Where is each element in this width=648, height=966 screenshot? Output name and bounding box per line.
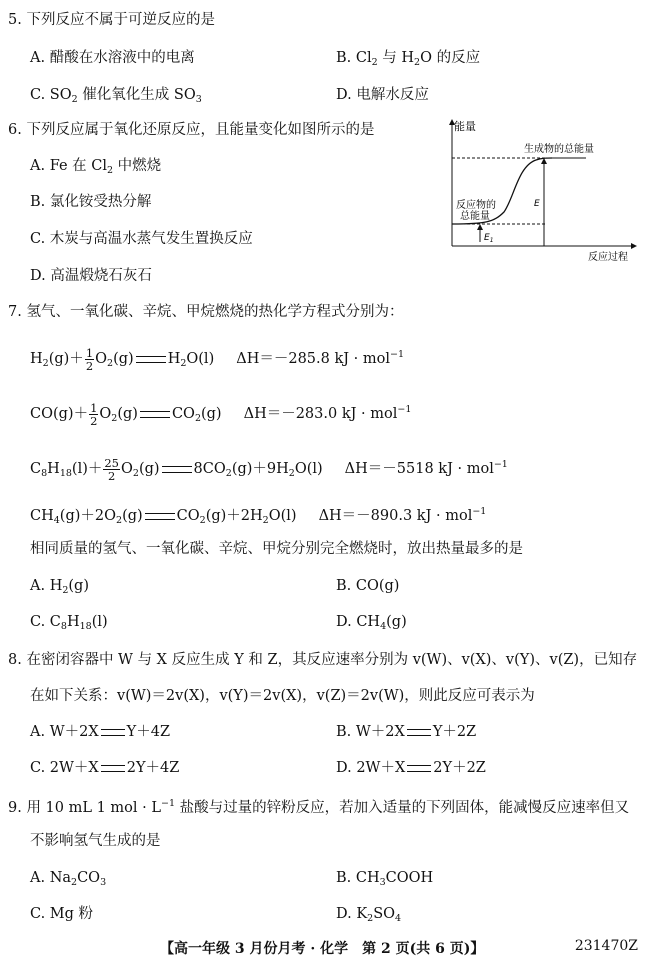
- q5-option-c: C. $SO_2$ 催化氧化生成 $SO_3$: [30, 87, 202, 105]
- q7-equation-4: $CH_4(g)+2O_2(g)$ $CO_2(g)+2H_2O(l)$ ΔH＝－890.3 kJ · mol$^{-1}$: [30, 506, 487, 526]
- footer-title: 【高一年级 3 月份月考 · 化学 第 2 页(共 6 页)】: [160, 941, 485, 957]
- q9-stem-line-1: 9. 用 10 mL 1 mol · $L^{-1}$ 盐酸与过量的锌粉反应，若加入适量的下列固体，能减慢反应速率但又: [8, 798, 630, 816]
- q8-option-a: A. W＋2X Y＋4Z: [30, 724, 171, 740]
- q6-option-b: B. 氯化铵受热分解: [30, 194, 152, 210]
- product-energy-label: 生成物的总能量: [524, 144, 594, 155]
- q7-question: 相同质量的氢气、一氧化碳、辛烷、甲烷分别完全燃烧时，放出热量最多的是: [30, 541, 523, 557]
- q7-equation-2: CO(g)＋ $\frac{1}{2}$ $O_2(g)$ $CO_2(g)$ ΔH＝－283.0 kJ · mol$^{-1}$: [30, 400, 412, 428]
- q8-option-c: C. 2W＋X 2Y＋4Z: [30, 760, 180, 776]
- q5-stem: 5. 下列反应不属于可逆反应的是: [8, 12, 215, 28]
- footer-code: 231470Z: [574, 938, 638, 954]
- q8-option-d: D. 2W＋X 2Y＋2Z: [336, 760, 486, 776]
- e-label: E: [534, 199, 540, 209]
- reactant-energy-label-1: 反应物的: [456, 200, 496, 211]
- q5-option-a: A. 醋酸在水溶液中的电离: [30, 50, 195, 66]
- energy-axis-label: 能量: [454, 120, 476, 133]
- q9-option-c: C. Mg 粉: [30, 906, 94, 922]
- q7-stem: 7. 氢气、一氧化碳、辛烷、甲烷燃烧的热化学方程式分别为：: [8, 304, 404, 320]
- q6-option-d: D. 高温煅烧石灰石: [30, 268, 152, 284]
- q7-option-b: B. CO(g): [336, 578, 400, 594]
- e1-label: $E_1$: [484, 233, 494, 244]
- q6-option-c: C. 木炭与高温水蒸气发生置换反应: [30, 231, 253, 247]
- q8-option-b: B. W＋2X Y＋2Z: [336, 724, 477, 740]
- q7-option-c: C. $C_8H_{18}(l)$: [30, 614, 108, 632]
- q7-equation-3: $C_8H_{18}(l)+$ $\frac{25}{2}$ $O_2(g)$ $8CO_2(g)+9H_2O(l)$ ΔH＝－5518 kJ · mol$^{-1}$: [30, 455, 508, 483]
- q8-stem-line-2: 在如下关系：v(W)＝2v(X)，v(Y)＝2v(X)，v(Z)＝2v(W)，则此反应可表示为: [30, 688, 535, 704]
- q9-option-b: B. $CH_3COOH$: [336, 870, 434, 888]
- reactant-energy-label-2: 总能量: [460, 211, 490, 222]
- q8-stem-line-1: 8. 在密闭容器中 W 与 X 反应生成 Y 和 Z，其反应速率分别为 v(W)、v(X)、v(Y)、v(Z)，已知存: [8, 652, 638, 668]
- q7-option-a: A. $H_2(g)$: [30, 578, 89, 596]
- q9-option-d: D. $K_2SO_4$: [336, 906, 402, 924]
- q7-option-d: D. $CH_4(g)$: [336, 614, 407, 632]
- q6-stem: 6. 下列反应属于氧化还原反应，且能量变化如图所示的是: [8, 122, 375, 138]
- energy-diagram: [436, 118, 642, 266]
- q7-equation-1: $H_2(g)+$ $\frac{1}{2}$ $O_2(g)$ $H_2O(l)$ ΔH＝－285.8 kJ · mol$^{-1}$: [30, 345, 405, 373]
- q5-option-d: D. 电解水反应: [336, 87, 429, 103]
- progress-axis-label: 反应过程: [588, 252, 628, 263]
- q9-option-a: A. $Na_2CO_3$: [30, 870, 107, 888]
- q5-option-b: B. $Cl_2$ 与 $H_2O$ 的反应: [336, 50, 481, 68]
- q6-option-a: A. Fe 在 $Cl_2$ 中燃烧: [30, 158, 162, 176]
- q9-stem-line-2: 不影响氢气生成的是: [30, 833, 161, 849]
